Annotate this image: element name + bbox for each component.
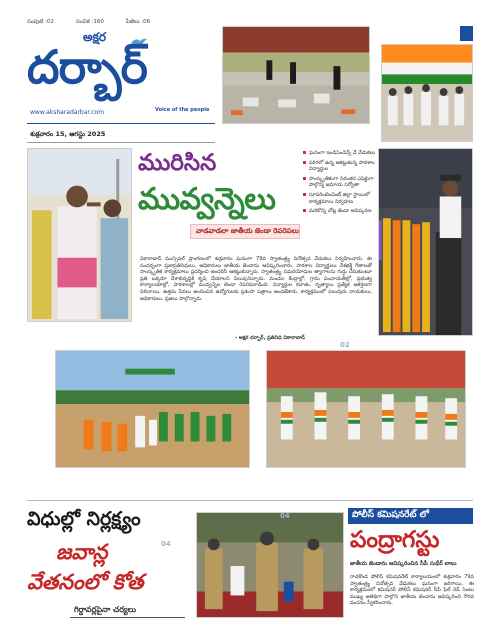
photo-school-performance	[222, 26, 370, 124]
page-ref-badge: 04	[280, 512, 290, 520]
issue-label: సంచిక :160	[76, 19, 104, 25]
story3-body: రాచకొండ పోలీస్ కమిషనరేట్ కార్యాలయంలో శుక్రవారం 79వ స్వాతంత్ర్య దినోత్సవ వేడుకలు ఘనంగా జరిగాయి. ఈ కార్యక్రమంలో కమిషనర్ పోలీస్ కమిషనర్ సీపీ ఫిల్ రెడ్ సెంటు ముఖ్య అతిథిగా పాల్గొని జాతీయ జెండాను ఆవిష్కరించి గౌరవ వందనం స్వీకరించారు.	[350, 574, 474, 607]
photo-dance-group	[55, 350, 250, 468]
story3-kicker: పోలీస్ కమిషనరేట్ లో	[352, 510, 429, 520]
photo-police-salute	[196, 512, 344, 618]
bullet-item: ఘనంగా ఇండిపెండెన్స్ డే వేడుకలు	[303, 150, 376, 157]
photo-flag-ceremony	[381, 44, 473, 142]
masthead-meta	[27, 18, 217, 26]
masthead-website[interactable]: www.aksharadarbar.com	[30, 109, 105, 116]
photo-official-saluting	[27, 148, 132, 322]
story3-subhead: జాతీయ జెండాను ఆవిష్కరించిన సీపీ సుధీర్ బాబు	[350, 561, 457, 567]
bullet-item: సూపరింటెండెంట్ జిల్లా స్థాయిలో కార్యక్రమాలు నిర్వహణ	[303, 192, 376, 205]
masthead-title: దర్బార్	[27, 40, 147, 94]
bullet-item: పరిగలో ఉన్న ఆకట్టుకున్న పాఠశాల విద్యార్థుల	[303, 160, 376, 173]
photo-parade-students	[266, 350, 466, 468]
story2-rule	[70, 617, 185, 618]
section-divider	[27, 500, 473, 501]
lead-body: వికారాబాద్ మున్సిపల్ ప్రాంగణంలో శుక్రవారం ఘనంగా 79వ స్వాతంత్ర్య దినోత్సవ వేడుకలు నిర్వహించారు. ఈ సందర్భంగా ప్రజాప్రతినిధులు, అధికారులు జాతీయ జెండాను ఆవిష్కరించారు. పాఠశాల విద్యార్థులు దేశభక్తి గీతాలతో సాంస్కృతిక కార్యక్రమాలు ప్రదర్శించి అందరినీ ఆకట్టుకున్నారు. స్వాతంత్ర్య సమరయోధుల త్యాగాలను గుర్తు చేసుకుంటూ ప్రతి ఒక్కరూ దేశాభివృద్ధికి కృషి చేయాలని పిలుపునిచ్చారు. మండల కేంద్రాల్లో, గ్రామ పంచాయతీల్లో, ప్రభుత్వ కార్యాలయాల్లో, పాఠశాలల్లో మువ్వన్నెల జెండా రెపరెపలాడింది. విద్యార్థుల కవాతు, నృత్యాలు ప్రత్యేక ఆకర్షణగా నిలిచాయి. ఉత్తమ సేవలు అందించిన ఉద్యోగులకు ప్రశంసా పత్రాలు అందజేశారు. కార్యక్రమంలో పలువురు నాయకులు, అధికారులు, ప్రజలు పాల్గొన్నారు.	[140, 256, 372, 302]
lead-byline: - అక్షర దర్బార్, ప్రతినిధి వికారాబాద్	[235, 335, 305, 341]
masthead-title-small: అక్షర	[83, 30, 106, 44]
page-ref-badge: 02	[340, 341, 350, 349]
story2-subhead: గిర్దావర్లపైనా చర్యలు	[74, 605, 137, 614]
lead-headline-line2: మువ్వన్నెలు	[138, 182, 276, 217]
masthead	[27, 18, 217, 138]
lead-bullets	[303, 150, 376, 218]
date-rule	[27, 123, 215, 124]
page-ref-badge: 04	[161, 540, 171, 548]
story2-headline-line3: వేతనంలో కోత	[27, 570, 144, 594]
masthead-tagline: Voice of the people	[155, 107, 210, 113]
lead-subhead: వాడవాడలా జాతీయ జెండా రెపరెపలు	[196, 227, 299, 235]
story3-headline: పంద్రాగస్టు	[350, 527, 440, 553]
photo-speaker-podium	[378, 148, 473, 336]
bullet-item: సాంస్కృతికంగా నిరంతర ఎఫెక్టుగా పాల్గొన్న జమాయ సర్వోతా	[303, 176, 376, 189]
story2-headline-line2: జవాన్ల	[56, 540, 108, 564]
lead-headline-line1: మురిసిన	[138, 150, 217, 176]
story2-headline-line1: విధుల్లో నిర్లక్ష్యం	[27, 508, 141, 530]
date-rule-bottom	[27, 142, 215, 143]
top-accent-bar	[460, 26, 473, 41]
masthead-date: శుక్రవారం 15, ఆగస్టు 2025	[30, 130, 106, 138]
pages-label: పేజీలు :06	[125, 19, 151, 25]
bullet-item: మరికొన్ని చోట్ల జెండా ఆవిష్కరణ	[303, 208, 376, 215]
volume-label: సంపుటి :02	[27, 19, 54, 25]
